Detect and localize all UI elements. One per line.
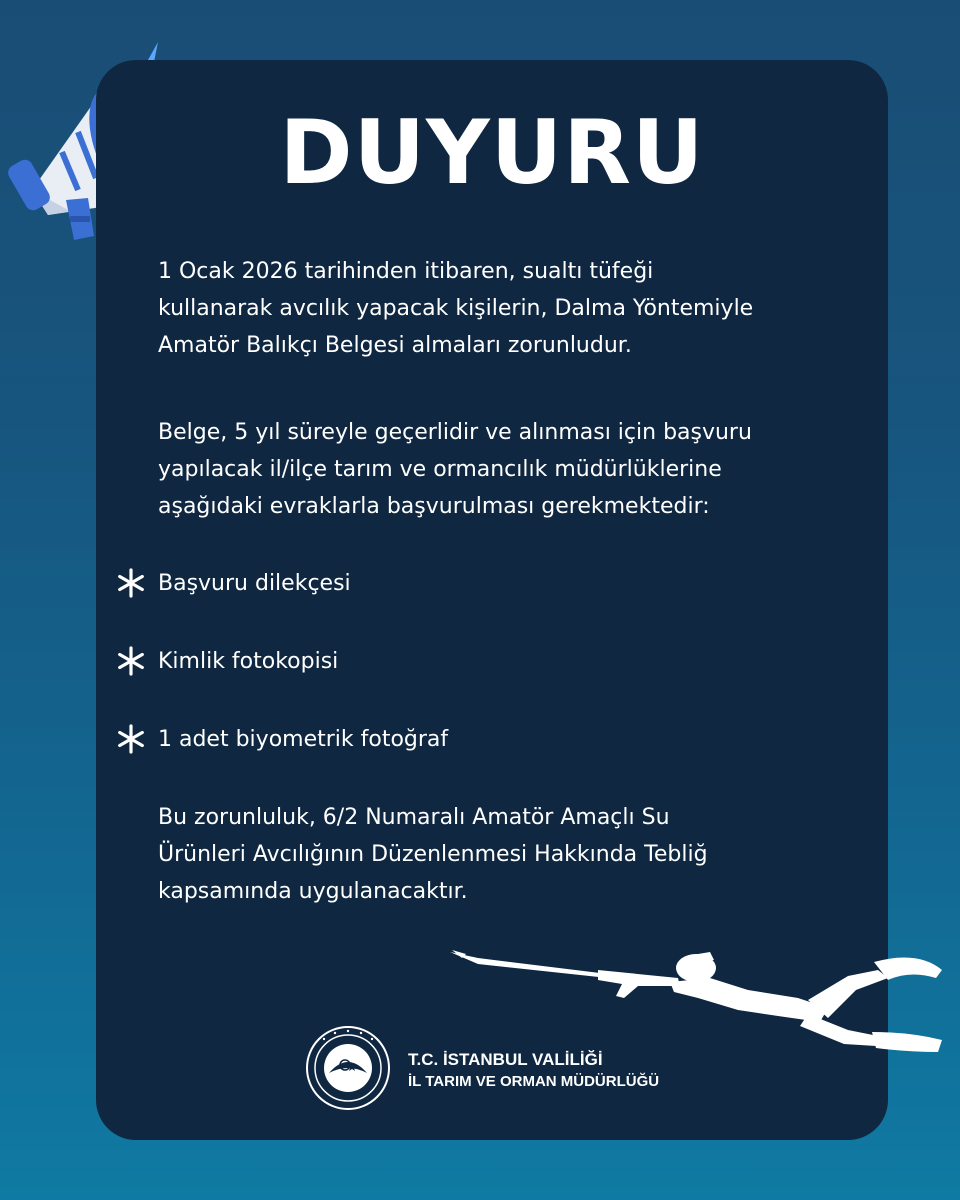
legal-basis-paragraph: Bu zorunluluk, 6/2 Numaralı Amatör Amaçlı Su Ürünleri Avcılığının Düzenlenmesi Hakkında Tebliğ kapsamında uygulanacaktır. bbox=[158, 805, 708, 904]
asterisk-icon bbox=[115, 723, 147, 755]
list-item bbox=[115, 643, 875, 683]
asterisk-icon bbox=[115, 567, 147, 599]
requirement-label: Kimlik fotokopisi bbox=[158, 649, 339, 674]
list-item bbox=[115, 721, 875, 761]
ministry-seal-icon bbox=[305, 1025, 391, 1111]
spearfishing-diver-icon bbox=[448, 940, 948, 1065]
requirements-paragraph: Belge, 5 yıl süreyle geçerlidir ve alınması için başvuru yapılacak il/ilçe tarım ve ormancılık müdürlüklerine aşağıdaki evraklarla başvurulması gerekmektedir: bbox=[158, 420, 752, 519]
organization-line1: T.C. İSTANBUL VALİLİĞİ bbox=[408, 1050, 603, 1069]
organization-line2: İL TARIM VE ORMAN MÜDÜRLÜĞÜ bbox=[408, 1073, 660, 1090]
list-item bbox=[115, 565, 875, 605]
requirement-label: 1 adet biyometrik fotoğraf bbox=[158, 727, 449, 752]
requirement-label: Başvuru dilekçesi bbox=[158, 571, 351, 596]
asterisk-icon bbox=[115, 645, 147, 677]
intro-paragraph: 1 Ocak 2026 tarihinden itibaren, sualtı tüfeği kullanarak avcılık yapacak kişilerin, Dalma Yöntemiyle Amatör Balıkçı Belgesi almaları zorunludur. bbox=[158, 259, 754, 358]
page-title: DUYURU bbox=[279, 101, 705, 204]
organization-name bbox=[408, 1049, 659, 1093]
